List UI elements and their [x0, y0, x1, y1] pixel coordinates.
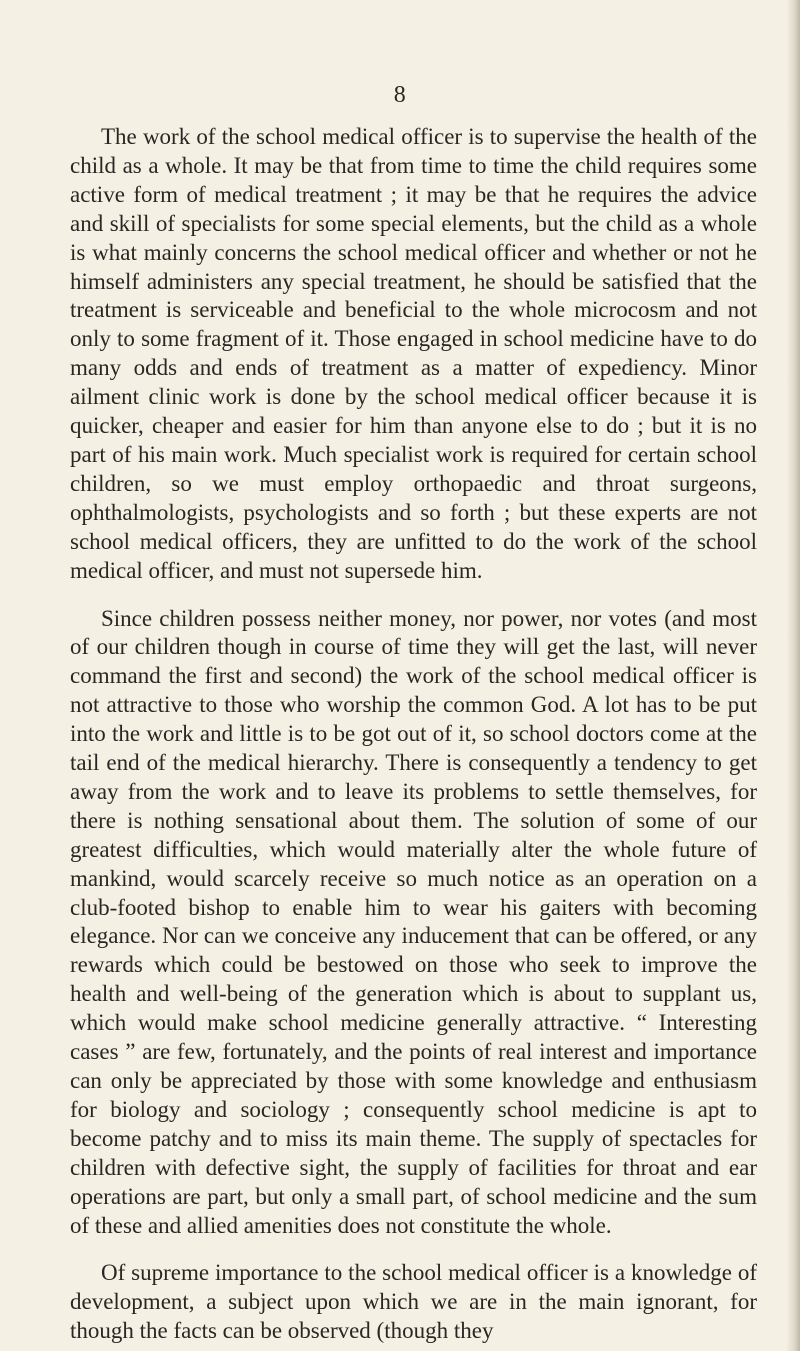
paragraph-1: The work of the school medical officer is to supervise the health of the child as a whole. It may be that from time to time the child requires some active form of medical treatment ; it may be that he requires the advice and skill of specialists for some special elements, but the child as a whole is what mainly concerns the school medical officer and whether or not he himself administers any special treatment, he should be satisfied that the treatment is serviceable and beneficial to the whole microcosm and not only to some fragment of it. Those engaged in school medicine have to do many odds and ends of treatment as a matter of expediency. Minor ailment clinic work is done by the school medical officer because it is quicker, cheaper and easier for him than anyone else to do ; but it is no part of his main work. Much specialist work is required for certain school children, so we must employ orthopaedic and throat surgeons, ophthalmologists, psychologists and so forth ; but these experts are not school medical officers, they are unfitted to do the work of the school medical officer, and must not supersede him. — [70, 124, 757, 583]
paragraph-3: Of supreme importance to the school medical officer is a knowledge of development, a subject upon which we are in the main ignorant, for though the facts can be observed (though they — [70, 1260, 757, 1344]
paragraph-2: Since children possess neither money, nor power, nor votes (and most of our children though in course of time they will get the last, will never command the first and second) the work of the school medical officer is not attractive to those who worship the common God. A lot has to be put into the work and little is to be got out of it, so school doctors come at the tail end of the medical hierarchy. There is consequently a tendency to get away from the work and to leave its problems to settle themselves, for there is nothing sensational about them. The solution of some of our greatest difficulties, which would materially alter the whole future of mankind, would scarcely receive so much notice as an operation on a club-footed bishop to enable him to wear his gaiters with becoming elegance. Nor can we conceive any inducement that can be offered, or any rewards which could be bestowed on those who seek to improve the health and well-being of the generation which is about to supplant us, which would make school medicine generally attractive. “ Interesting cases ” are few, fortunately, and the points of real interest and importance can only be appreciated by those with some knowledge and enthusiasm for biology and sociology ; consequently school medicine is apt to become patchy and to miss its main theme. The supply of spectacles for children with defective sight, the supply of facilities for throat and ear operations are part, but only a small part, of school medicine and the sum of these and allied amenities does not constitute the whole. — [70, 605, 757, 1238]
page-number: 8 — [393, 82, 407, 108]
body-text — [70, 123, 757, 1346]
page-edge-shadow — [786, 0, 800, 1351]
